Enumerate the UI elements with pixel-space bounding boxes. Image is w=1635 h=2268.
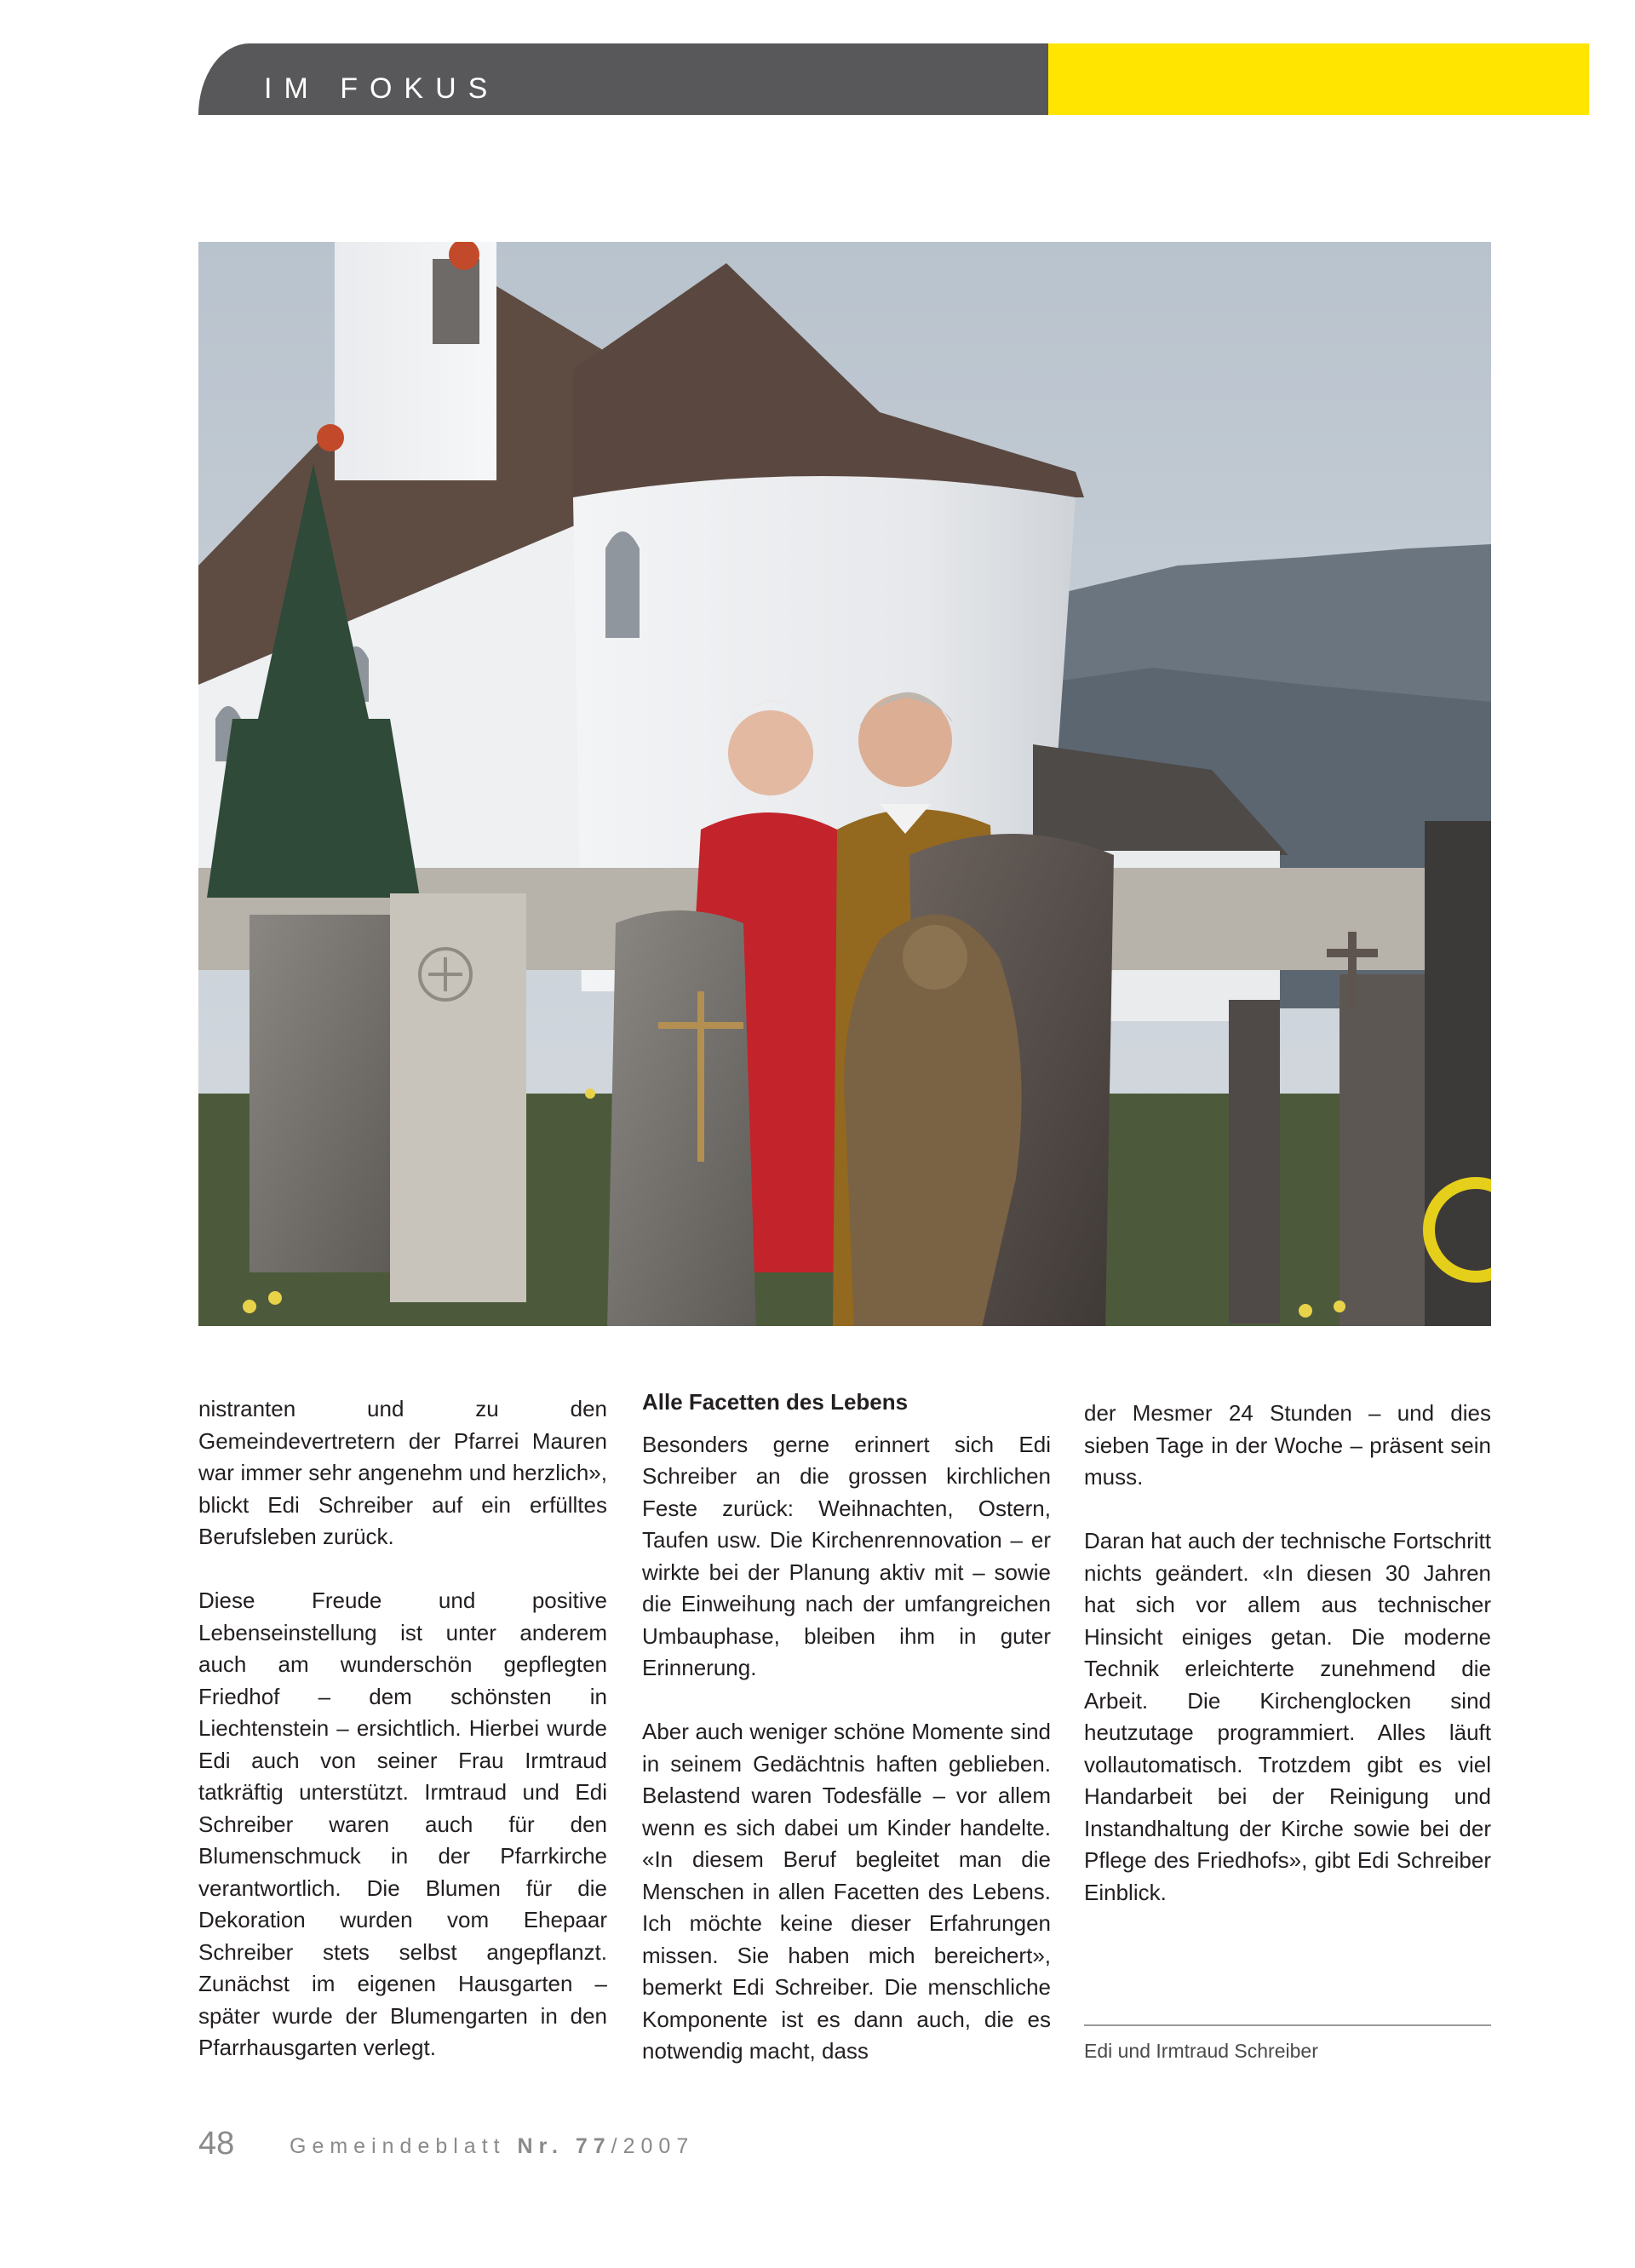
gravestone	[250, 915, 394, 1272]
photo-caption: Edi und Irmtraud Schreiber	[1084, 2040, 1318, 2062]
tower-clock-side	[317, 424, 344, 451]
paragraph: der Mesmer 24 Stunden – und dies sieben Tage in der Woche – präsent sein muss.	[1084, 1400, 1491, 1490]
article-column-2	[642, 1387, 1051, 2099]
issue-number: Nr. 77	[517, 2134, 611, 2158]
article-column-3	[1084, 1398, 1491, 1941]
header-accent-block	[1048, 43, 1589, 115]
madonna-head	[903, 925, 967, 990]
article-column-1	[198, 1393, 607, 2096]
tower-louver	[433, 259, 479, 344]
page-number: 48	[198, 2126, 235, 2162]
paragraph: Besonders gerne erinnert sich Edi Schreiber an die grossen kirchlichen Feste zurück: Weihnachten, Ostern, Taufen usw. Die Kirchenrennovation – er wirkte bei der Planung aktiv mit – sowie die Einweihung nach der umfangreichen Umbauphase, bleiben ihm in guter Erinnerung.	[642, 1431, 1051, 1680]
paragraph: Diese Freude und positive Lebenseinstellung ist unter anderem auch am wunderschön gepflegten Friedhof – dem schönsten in Liechtenstein – ersichtlich. Hierbei wurde Edi auch von seiner Frau Irmtraud tatkräftig unterstützt. Irmtraud und Edi Schreiber waren auch für den Blumenschmuck in der Pfarrkirche verantwortlich. Die Blumen für die Dekoration wurden vom Ehepaar Schreiber stets selbst angepflanzt. Zunächst im eigenen Hausgarten – später wurde der Blumengarten in den Pfarrhausgarten verlegt.	[198, 1588, 607, 2060]
caption-divider	[1084, 2024, 1491, 2026]
photo-illustration	[198, 242, 1491, 1326]
publication-name: Gemeindeblatt	[290, 2134, 518, 2158]
gravestone-white	[390, 893, 526, 1302]
gravestone-cross	[607, 910, 756, 1326]
gravestone	[1229, 1000, 1280, 1323]
paragraph: Daran hat auch der technische Fortschritt nichts geändert. «In diesen 30 Jahren hat sich vor allem aus technischer Hinsicht einiges getan. Die moderne Technik erleichterte zunehmend die Arbeit. Die Kirchenglocken sind heutzutage programmiert. Alles läuft vollautomatisch. Trotzdem gibt es viel Handarbeit bei der Reinigung und Instandhaltung der Kirche sowie bei der Pflege des Friedhofs», gibt Edi Schreiber Einblick.	[1084, 1528, 1491, 1905]
woman-head	[728, 710, 813, 795]
apse-window	[605, 531, 640, 638]
article-photo	[198, 242, 1491, 1326]
paragraph: nistranten und zu den Gemeindevertretern der Pfarrei Mauren war immer sehr angenehm und herzlich», blickt Edi Schreiber auf ein erfülltes Berufsleben zurück.	[198, 1396, 607, 1549]
issue-year: /2007	[611, 2134, 695, 2158]
subheading: Alle Facetten des Lebens	[642, 1389, 909, 1415]
section-title: IM FOKUS	[264, 72, 500, 105]
paragraph: Aber auch weniger schöne Momente sind in seinem Gedächtnis haften geblieben. Belastend waren Todesfälle – vor allem wenn es sich dabei um Kinder handelte. «In diesem Beruf begleitet man die Menschen in allen Facetten des Lebens. Ich möchte keine dieser Erfahrungen missen. Sie haben mich bereichert», bemerkt Edi Schreiber. Die menschliche Komponente ist es dann auch, die es notwendig macht, dass	[642, 1719, 1051, 2064]
footer-publication	[290, 2136, 694, 2157]
